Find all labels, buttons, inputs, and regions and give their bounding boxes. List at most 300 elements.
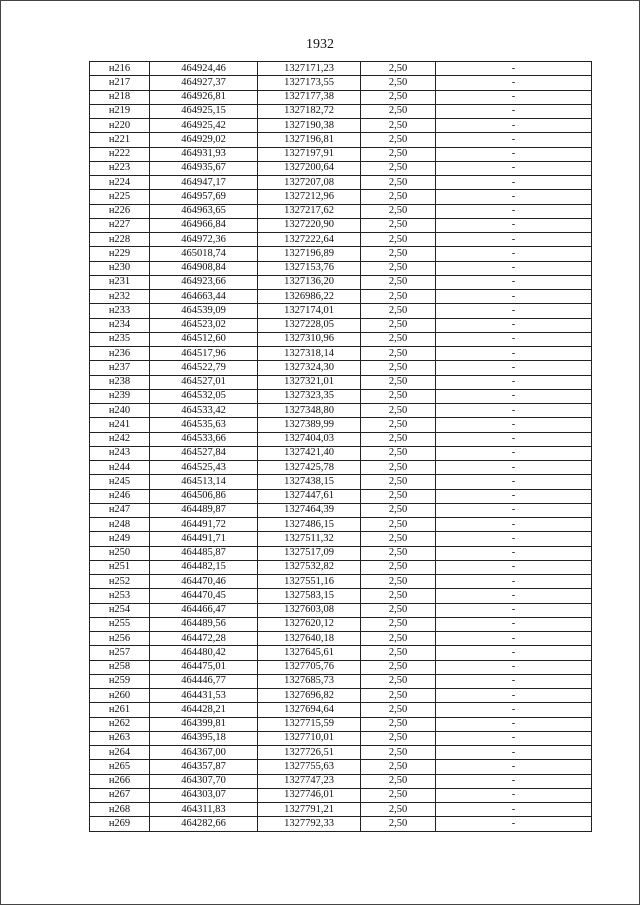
y-coordinate-cell: 1327447,61 <box>258 489 361 503</box>
y-coordinate-cell: 1327532,82 <box>258 560 361 574</box>
note-cell: - <box>436 446 592 460</box>
accuracy-cell: 2,50 <box>361 803 436 817</box>
note-cell: - <box>436 290 592 304</box>
x-coordinate-cell: 464957,69 <box>150 190 258 204</box>
point-id-cell: н242 <box>90 432 150 446</box>
accuracy-cell: 2,50 <box>361 461 436 475</box>
accuracy-cell: 2,50 <box>361 746 436 760</box>
point-id-cell: н225 <box>90 190 150 204</box>
note-cell: - <box>436 247 592 261</box>
y-coordinate-cell: 1327136,20 <box>258 275 361 289</box>
accuracy-cell: 2,50 <box>361 689 436 703</box>
accuracy-cell: 2,50 <box>361 304 436 318</box>
accuracy-cell: 2,50 <box>361 218 436 232</box>
accuracy-cell: 2,50 <box>361 575 436 589</box>
point-id-cell: н261 <box>90 703 150 717</box>
note-cell: - <box>436 746 592 760</box>
note-cell: - <box>436 817 592 831</box>
table-row <box>90 104 592 118</box>
x-coordinate-cell: 464428,21 <box>150 703 258 717</box>
point-id-cell: н269 <box>90 817 150 831</box>
y-coordinate-cell: 1327174,01 <box>258 304 361 318</box>
table-row <box>90 532 592 546</box>
x-coordinate-cell: 464446,77 <box>150 674 258 688</box>
note-cell: - <box>436 803 592 817</box>
y-coordinate-cell: 1327200,64 <box>258 161 361 175</box>
x-coordinate-cell: 464533,66 <box>150 432 258 446</box>
x-coordinate-cell: 465018,74 <box>150 247 258 261</box>
table-row <box>90 275 592 289</box>
table-row <box>90 161 592 175</box>
x-coordinate-cell: 464924,46 <box>150 62 258 76</box>
accuracy-cell: 2,50 <box>361 76 436 90</box>
note-cell: - <box>436 432 592 446</box>
table-row <box>90 218 592 232</box>
note-cell: - <box>436 233 592 247</box>
accuracy-cell: 2,50 <box>361 617 436 631</box>
note-cell: - <box>436 332 592 346</box>
table-row <box>90 475 592 489</box>
accuracy-cell: 2,50 <box>361 233 436 247</box>
x-coordinate-cell: 464527,84 <box>150 446 258 460</box>
y-coordinate-cell: 1327685,73 <box>258 674 361 688</box>
y-coordinate-cell: 1327196,81 <box>258 133 361 147</box>
y-coordinate-cell: 1327153,76 <box>258 261 361 275</box>
note-cell: - <box>436 147 592 161</box>
y-coordinate-cell: 1327640,18 <box>258 632 361 646</box>
table-row <box>90 817 592 831</box>
accuracy-cell: 2,50 <box>361 560 436 574</box>
table-row <box>90 774 592 788</box>
point-id-cell: н221 <box>90 133 150 147</box>
x-coordinate-cell: 464475,01 <box>150 660 258 674</box>
y-coordinate-cell: 1327551,16 <box>258 575 361 589</box>
table-row <box>90 660 592 674</box>
table-row <box>90 261 592 275</box>
table-row <box>90 375 592 389</box>
table-row <box>90 446 592 460</box>
y-coordinate-cell: 1327694,64 <box>258 703 361 717</box>
table-row <box>90 432 592 446</box>
point-id-cell: н239 <box>90 389 150 403</box>
accuracy-cell: 2,50 <box>361 389 436 403</box>
table-row <box>90 133 592 147</box>
x-coordinate-cell: 464929,02 <box>150 133 258 147</box>
y-coordinate-cell: 1327715,59 <box>258 717 361 731</box>
note-cell: - <box>436 304 592 318</box>
note-cell: - <box>436 90 592 104</box>
point-id-cell: н248 <box>90 518 150 532</box>
table-row <box>90 560 592 574</box>
note-cell: - <box>436 361 592 375</box>
y-coordinate-cell: 1327726,51 <box>258 746 361 760</box>
note-cell: - <box>436 176 592 190</box>
note-cell: - <box>436 689 592 703</box>
accuracy-cell: 2,50 <box>361 603 436 617</box>
accuracy-cell: 2,50 <box>361 731 436 745</box>
note-cell: - <box>436 204 592 218</box>
x-coordinate-cell: 464470,46 <box>150 575 258 589</box>
table-row <box>90 617 592 631</box>
note-cell: - <box>436 731 592 745</box>
table-row <box>90 304 592 318</box>
y-coordinate-cell: 1327324,30 <box>258 361 361 375</box>
table-row <box>90 247 592 261</box>
x-coordinate-cell: 464489,87 <box>150 503 258 517</box>
x-coordinate-cell: 464482,15 <box>150 560 258 574</box>
point-id-cell: н224 <box>90 176 150 190</box>
accuracy-cell: 2,50 <box>361 418 436 432</box>
table-row <box>90 603 592 617</box>
x-coordinate-cell: 464466,47 <box>150 603 258 617</box>
x-coordinate-cell: 464512,60 <box>150 332 258 346</box>
x-coordinate-cell: 464931,93 <box>150 147 258 161</box>
point-id-cell: н255 <box>90 617 150 631</box>
table-row <box>90 489 592 503</box>
table-row <box>90 760 592 774</box>
note-cell: - <box>436 774 592 788</box>
accuracy-cell: 2,50 <box>361 204 436 218</box>
y-coordinate-cell: 1327228,05 <box>258 318 361 332</box>
point-id-cell: н263 <box>90 731 150 745</box>
y-coordinate-cell: 1327583,15 <box>258 589 361 603</box>
table-row <box>90 361 592 375</box>
y-coordinate-cell: 1327696,82 <box>258 689 361 703</box>
point-id-cell: н217 <box>90 76 150 90</box>
y-coordinate-cell: 1327486,15 <box>258 518 361 532</box>
y-coordinate-cell: 1327182,72 <box>258 104 361 118</box>
accuracy-cell: 2,50 <box>361 432 436 446</box>
table-row <box>90 546 592 560</box>
y-coordinate-cell: 1327173,55 <box>258 76 361 90</box>
accuracy-cell: 2,50 <box>361 518 436 532</box>
y-coordinate-cell: 1327710,01 <box>258 731 361 745</box>
x-coordinate-cell: 464908,84 <box>150 261 258 275</box>
x-coordinate-cell: 464470,45 <box>150 589 258 603</box>
table-row <box>90 717 592 731</box>
table-row <box>90 589 592 603</box>
accuracy-cell: 2,50 <box>361 817 436 831</box>
y-coordinate-cell: 1327792,33 <box>258 817 361 831</box>
table-row <box>90 76 592 90</box>
note-cell: - <box>436 119 592 133</box>
table-row <box>90 646 592 660</box>
note-cell: - <box>436 190 592 204</box>
table-row <box>90 119 592 133</box>
x-coordinate-cell: 464532,05 <box>150 389 258 403</box>
y-coordinate-cell: 1327321,01 <box>258 375 361 389</box>
note-cell: - <box>436 532 592 546</box>
x-coordinate-cell: 464663,44 <box>150 290 258 304</box>
accuracy-cell: 2,50 <box>361 760 436 774</box>
accuracy-cell: 2,50 <box>361 332 436 346</box>
point-id-cell: н216 <box>90 62 150 76</box>
point-id-cell: н257 <box>90 646 150 660</box>
y-coordinate-cell: 1327220,90 <box>258 218 361 232</box>
x-coordinate-cell: 464925,42 <box>150 119 258 133</box>
y-coordinate-cell: 1327603,08 <box>258 603 361 617</box>
note-cell: - <box>436 617 592 631</box>
y-coordinate-cell: 1327177,38 <box>258 90 361 104</box>
accuracy-cell: 2,50 <box>361 788 436 802</box>
page-number: 1932 <box>306 37 334 52</box>
point-id-cell: н228 <box>90 233 150 247</box>
coordinates-table-body <box>90 62 592 832</box>
table-row <box>90 90 592 104</box>
x-coordinate-cell: 464489,56 <box>150 617 258 631</box>
point-id-cell: н267 <box>90 788 150 802</box>
x-coordinate-cell: 464303,07 <box>150 788 258 802</box>
y-coordinate-cell: 1327464,39 <box>258 503 361 517</box>
note-cell: - <box>436 475 592 489</box>
x-coordinate-cell: 464539,09 <box>150 304 258 318</box>
note-cell: - <box>436 674 592 688</box>
x-coordinate-cell: 464399,81 <box>150 717 258 731</box>
point-id-cell: н244 <box>90 461 150 475</box>
y-coordinate-cell: 1327310,96 <box>258 332 361 346</box>
note-cell: - <box>436 404 592 418</box>
point-id-cell: н241 <box>90 418 150 432</box>
note-cell: - <box>436 660 592 674</box>
y-coordinate-cell: 1327318,14 <box>258 347 361 361</box>
accuracy-cell: 2,50 <box>361 646 436 660</box>
accuracy-cell: 2,50 <box>361 247 436 261</box>
accuracy-cell: 2,50 <box>361 674 436 688</box>
note-cell: - <box>436 646 592 660</box>
note-cell: - <box>436 318 592 332</box>
x-coordinate-cell: 464972,36 <box>150 233 258 247</box>
point-id-cell: н219 <box>90 104 150 118</box>
point-id-cell: н254 <box>90 603 150 617</box>
note-cell: - <box>436 347 592 361</box>
x-coordinate-cell: 464925,15 <box>150 104 258 118</box>
note-cell: - <box>436 461 592 475</box>
point-id-cell: н249 <box>90 532 150 546</box>
note-cell: - <box>436 489 592 503</box>
x-coordinate-cell: 464947,17 <box>150 176 258 190</box>
point-id-cell: н252 <box>90 575 150 589</box>
y-coordinate-cell: 1327222,64 <box>258 233 361 247</box>
point-id-cell: н243 <box>90 446 150 460</box>
accuracy-cell: 2,50 <box>361 347 436 361</box>
y-coordinate-cell: 1327389,99 <box>258 418 361 432</box>
x-coordinate-cell: 464535,63 <box>150 418 258 432</box>
x-coordinate-cell: 464506,86 <box>150 489 258 503</box>
accuracy-cell: 2,50 <box>361 318 436 332</box>
x-coordinate-cell: 464395,18 <box>150 731 258 745</box>
table-row <box>90 332 592 346</box>
x-coordinate-cell: 464480,42 <box>150 646 258 660</box>
y-coordinate-cell: 1327421,40 <box>258 446 361 460</box>
y-coordinate-cell: 1327747,23 <box>258 774 361 788</box>
point-id-cell: н230 <box>90 261 150 275</box>
x-coordinate-cell: 464472,28 <box>150 632 258 646</box>
accuracy-cell: 2,50 <box>361 90 436 104</box>
y-coordinate-cell: 1327645,61 <box>258 646 361 660</box>
table-row <box>90 176 592 190</box>
note-cell: - <box>436 632 592 646</box>
y-coordinate-cell: 1327511,32 <box>258 532 361 546</box>
x-coordinate-cell: 464485,87 <box>150 546 258 560</box>
note-cell: - <box>436 560 592 574</box>
point-id-cell: н250 <box>90 546 150 560</box>
table-row <box>90 703 592 717</box>
x-coordinate-cell: 464491,72 <box>150 518 258 532</box>
point-id-cell: н233 <box>90 304 150 318</box>
x-coordinate-cell: 464525,43 <box>150 461 258 475</box>
note-cell: - <box>436 104 592 118</box>
x-coordinate-cell: 464523,02 <box>150 318 258 332</box>
accuracy-cell: 2,50 <box>361 62 436 76</box>
accuracy-cell: 2,50 <box>361 119 436 133</box>
note-cell: - <box>436 503 592 517</box>
accuracy-cell: 2,50 <box>361 546 436 560</box>
accuracy-cell: 2,50 <box>361 404 436 418</box>
point-id-cell: н265 <box>90 760 150 774</box>
y-coordinate-cell: 1327196,89 <box>258 247 361 261</box>
x-coordinate-cell: 464935,67 <box>150 161 258 175</box>
note-cell: - <box>436 76 592 90</box>
point-id-cell: н223 <box>90 161 150 175</box>
accuracy-cell: 2,50 <box>361 660 436 674</box>
point-id-cell: н245 <box>90 475 150 489</box>
point-id-cell: н253 <box>90 589 150 603</box>
y-coordinate-cell: 1327425,78 <box>258 461 361 475</box>
x-coordinate-cell: 464357,87 <box>150 760 258 774</box>
table-row <box>90 674 592 688</box>
y-coordinate-cell: 1327323,35 <box>258 389 361 403</box>
table-row <box>90 290 592 304</box>
point-id-cell: н229 <box>90 247 150 261</box>
table-row <box>90 731 592 745</box>
accuracy-cell: 2,50 <box>361 190 436 204</box>
table-row <box>90 389 592 403</box>
table-row <box>90 803 592 817</box>
point-id-cell: н238 <box>90 375 150 389</box>
note-cell: - <box>436 218 592 232</box>
note-cell: - <box>436 133 592 147</box>
y-coordinate-cell: 1327171,23 <box>258 62 361 76</box>
x-coordinate-cell: 464966,84 <box>150 218 258 232</box>
accuracy-cell: 2,50 <box>361 104 436 118</box>
table-row <box>90 788 592 802</box>
note-cell: - <box>436 161 592 175</box>
y-coordinate-cell: 1327348,80 <box>258 404 361 418</box>
note-cell: - <box>436 788 592 802</box>
accuracy-cell: 2,50 <box>361 261 436 275</box>
accuracy-cell: 2,50 <box>361 717 436 731</box>
point-id-cell: н256 <box>90 632 150 646</box>
y-coordinate-cell: 1327197,91 <box>258 147 361 161</box>
x-coordinate-cell: 464307,70 <box>150 774 258 788</box>
y-coordinate-cell: 1327190,38 <box>258 119 361 133</box>
accuracy-cell: 2,50 <box>361 147 436 161</box>
accuracy-cell: 2,50 <box>361 774 436 788</box>
accuracy-cell: 2,50 <box>361 375 436 389</box>
note-cell: - <box>436 703 592 717</box>
x-coordinate-cell: 464533,42 <box>150 404 258 418</box>
note-cell: - <box>436 717 592 731</box>
accuracy-cell: 2,50 <box>361 275 436 289</box>
accuracy-cell: 2,50 <box>361 632 436 646</box>
table-row <box>90 404 592 418</box>
y-coordinate-cell: 1327620,12 <box>258 617 361 631</box>
point-id-cell: н226 <box>90 204 150 218</box>
table-row <box>90 503 592 517</box>
y-coordinate-cell: 1327438,15 <box>258 475 361 489</box>
point-id-cell: н235 <box>90 332 150 346</box>
accuracy-cell: 2,50 <box>361 361 436 375</box>
coordinates-table <box>89 61 592 832</box>
x-coordinate-cell: 464282,66 <box>150 817 258 831</box>
accuracy-cell: 2,50 <box>361 475 436 489</box>
point-id-cell: н227 <box>90 218 150 232</box>
y-coordinate-cell: 1327705,76 <box>258 660 361 674</box>
y-coordinate-cell: 1327791,21 <box>258 803 361 817</box>
table-row <box>90 418 592 432</box>
point-id-cell: н218 <box>90 90 150 104</box>
x-coordinate-cell: 464311,83 <box>150 803 258 817</box>
x-coordinate-cell: 464517,96 <box>150 347 258 361</box>
point-id-cell: н266 <box>90 774 150 788</box>
y-coordinate-cell: 1326986,22 <box>258 290 361 304</box>
note-cell: - <box>436 261 592 275</box>
note-cell: - <box>436 375 592 389</box>
note-cell: - <box>436 603 592 617</box>
table-row <box>90 318 592 332</box>
note-cell: - <box>436 589 592 603</box>
accuracy-cell: 2,50 <box>361 503 436 517</box>
note-cell: - <box>436 546 592 560</box>
point-id-cell: н236 <box>90 347 150 361</box>
point-id-cell: н220 <box>90 119 150 133</box>
y-coordinate-cell: 1327212,96 <box>258 190 361 204</box>
y-coordinate-cell: 1327517,09 <box>258 546 361 560</box>
accuracy-cell: 2,50 <box>361 133 436 147</box>
note-cell: - <box>436 275 592 289</box>
point-id-cell: н240 <box>90 404 150 418</box>
point-id-cell: н264 <box>90 746 150 760</box>
y-coordinate-cell: 1327217,62 <box>258 204 361 218</box>
point-id-cell: н260 <box>90 689 150 703</box>
accuracy-cell: 2,50 <box>361 290 436 304</box>
accuracy-cell: 2,50 <box>361 446 436 460</box>
accuracy-cell: 2,50 <box>361 161 436 175</box>
table-row <box>90 632 592 646</box>
x-coordinate-cell: 464927,37 <box>150 76 258 90</box>
y-coordinate-cell: 1327755,63 <box>258 760 361 774</box>
note-cell: - <box>436 518 592 532</box>
table-row <box>90 746 592 760</box>
table-row <box>90 461 592 475</box>
note-cell: - <box>436 575 592 589</box>
x-coordinate-cell: 464367,00 <box>150 746 258 760</box>
note-cell: - <box>436 418 592 432</box>
point-id-cell: н237 <box>90 361 150 375</box>
x-coordinate-cell: 464513,14 <box>150 475 258 489</box>
point-id-cell: н234 <box>90 318 150 332</box>
table-row <box>90 689 592 703</box>
point-id-cell: н259 <box>90 674 150 688</box>
x-coordinate-cell: 464491,71 <box>150 532 258 546</box>
accuracy-cell: 2,50 <box>361 703 436 717</box>
y-coordinate-cell: 1327207,08 <box>258 176 361 190</box>
x-coordinate-cell: 464527,01 <box>150 375 258 389</box>
accuracy-cell: 2,50 <box>361 489 436 503</box>
table-row <box>90 190 592 204</box>
x-coordinate-cell: 464963,65 <box>150 204 258 218</box>
table-row <box>90 233 592 247</box>
